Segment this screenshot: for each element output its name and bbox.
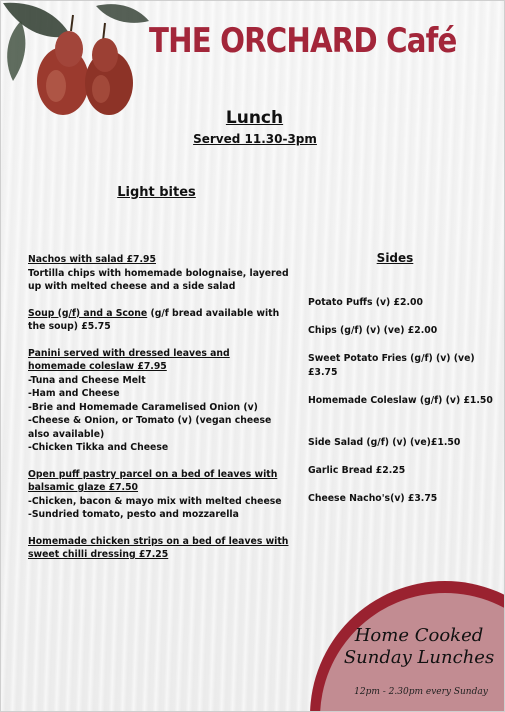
menu-option: -Brie and Homemade Caramelised Onion (v): [28, 401, 258, 413]
menu-option: -Chicken, bacon & mayo mix with melted cheese: [28, 495, 282, 507]
menu-item: [28, 347, 290, 455]
sunday-lunch-title: Home Cooked Sunday Lunches: [343, 625, 495, 668]
menu-item: [28, 253, 290, 294]
side-item: Garlic Bread £2.25: [308, 465, 406, 476]
menu-option: -Tuna and Cheese Melt: [28, 374, 146, 386]
side-item: Cheese Nacho's(v) £3.75: [308, 493, 438, 504]
menu-item-title: Nachos with salad £7.95: [28, 254, 156, 265]
menu-item: [28, 307, 290, 334]
menu-option: -Sundried tomato, pesto and mozzarella: [28, 509, 239, 520]
menu-item: [28, 468, 290, 522]
menu-option: -Cheese & Onion, or Tomato (v) (vegan cheese also available): [28, 415, 272, 440]
light-bites-list: [28, 253, 290, 575]
side-item: Side Salad (g/f) (v) (ve)£1.50: [308, 437, 461, 448]
serving-times: Served 11.30-3pm: [193, 132, 317, 146]
menu-item: [28, 535, 290, 562]
menu-item-title: Open puff pastry parcel on a bed of leaves with balsamic glaze £7.50: [28, 468, 278, 493]
pears-illustration: [1, 1, 151, 121]
page-title: Lunch: [225, 108, 284, 128]
cafe-logo-text: THE ORCHARD Café: [149, 21, 457, 61]
side-item: Homemade Coleslaw (g/f) (v) £1.50: [308, 395, 493, 406]
menu-item-title: Homemade chicken strips on a bed of leaves with sweet chilli dressing £7.25: [28, 535, 289, 560]
menu-item-title: Soup (g/f) and a Scone: [28, 307, 148, 319]
menu-item-note: (g/f bread available with the soup) £5.75: [28, 307, 280, 332]
side-item: Sweet Potato Fries (g/f) (v) (ve) £3.75: [308, 353, 475, 378]
menu-option: -Chicken Tikka and Cheese: [28, 442, 169, 453]
side-item: Potato Puffs (v) £2.00: [308, 297, 423, 308]
menu-option: -Ham and Cheese: [28, 388, 120, 399]
sides-heading: Sides: [376, 251, 414, 265]
light-bites-heading: Light bites: [117, 185, 196, 200]
menu-item-description: Tortilla chips with homemade bolognaise, layered up with melted cheese and a side salad: [28, 267, 289, 292]
sunday-lunch-time: 12pm - 2.30pm every Sunday: [354, 687, 488, 697]
menu-item-title: Panini served with dressed leaves and homemade coleslaw £7.95: [28, 347, 230, 372]
side-item: Chips (g/f) (v) (ve) £2.00: [308, 325, 438, 336]
